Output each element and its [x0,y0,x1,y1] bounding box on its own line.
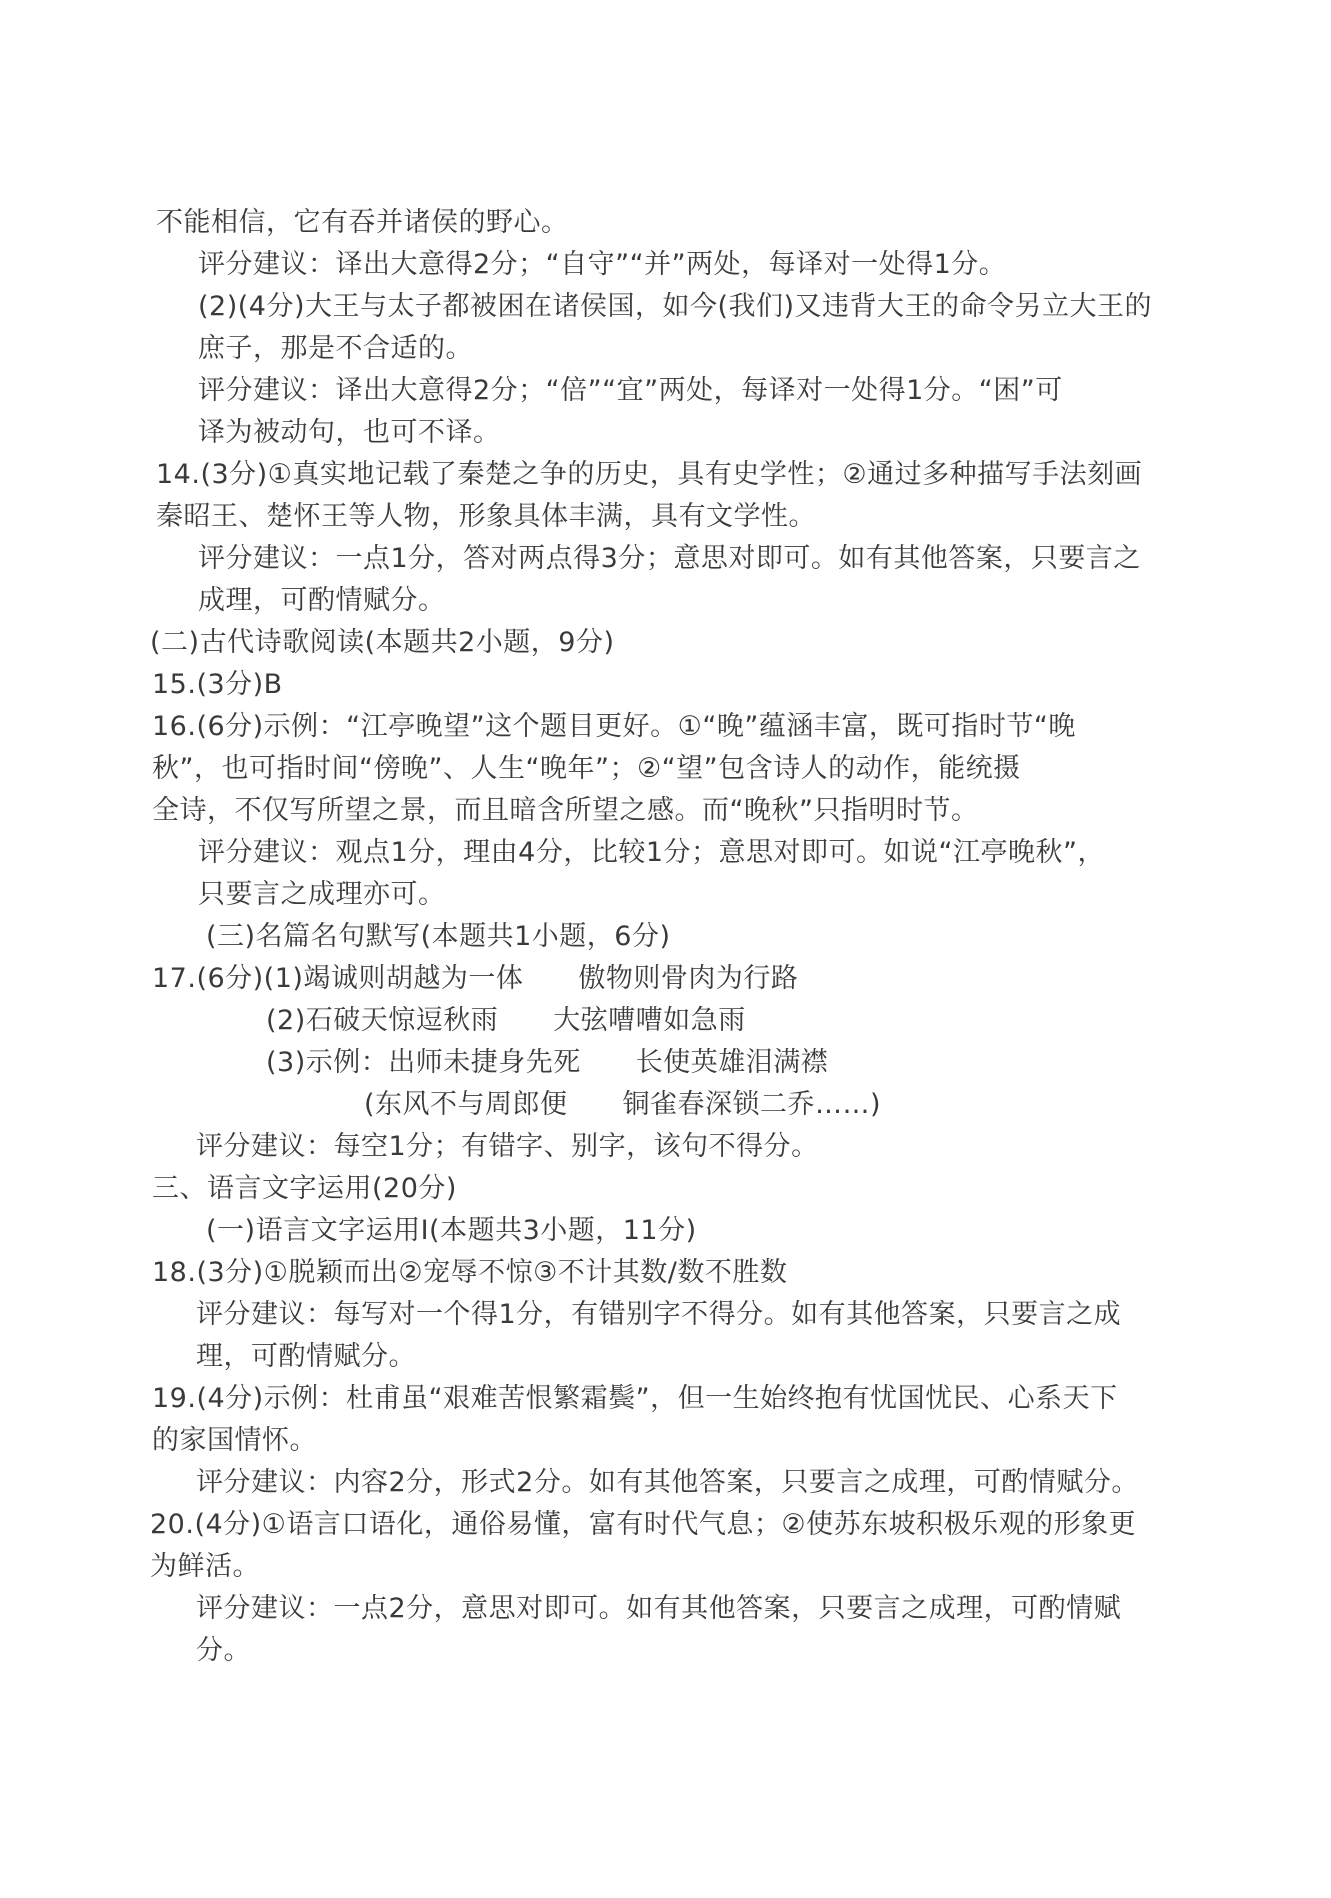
text-line: (2)(4分)大王与太子都被困在诸侯国，如今(我们)又违背大王的命令另立大王的 [198,291,1153,322]
text-line: (东风不与周郎便 铜雀春深锁二乔……) [364,1089,882,1120]
text-line: 评分建议：译出大意得2分；“倍”“宜”两处，每译对一处得1分。“困”可 [198,375,1063,406]
text-line: 评分建议：观点1分，理由4分，比较1分；意思对即可。如说“江亭晚秋”， [198,837,1106,868]
text-line: 成理，可酌情赋分。 [198,585,446,616]
text-line: 评分建议：译出大意得2分；“自守”“并”两处，每译对一处得1分。 [198,249,1007,280]
text-line: 16.(6分)示例：“江亭晚望”这个题目更好。①“晚”蕴涵丰富，既可指时节“晚 [152,711,1076,742]
text-line: 理，可酌情赋分。 [196,1341,416,1372]
text-line: 为鲜活。 [150,1551,260,1582]
text-line: 的家国情怀。 [152,1425,317,1456]
section-heading: (一)语言文字运用Ⅰ(本题共3小题，11分) [206,1215,697,1246]
text-line: 全诗，不仅写所望之景，而且暗含所望之感。而“晚秋”只指明时节。 [152,795,979,826]
text-line: 秦昭王、楚怀王等人物，形象具体丰满，具有文学性。 [156,501,816,532]
text-line: 庶子，那是不合适的。 [198,333,473,364]
text-line: 评分建议：每空1分；有错字、别字，该句不得分。 [196,1131,819,1162]
text-line: 分。 [196,1635,251,1666]
text-line: 18.(3分)①脱颖而出②宠辱不惊③不计其数/数不胜数 [152,1257,788,1288]
text-line: 评分建议：每写对一个得1分，有错别字不得分。如有其他答案，只要言之成 [196,1299,1122,1330]
text-line: (2)石破天惊逗秋雨 大弦嘈嘈如急雨 [266,1005,746,1036]
section-heading: (二)古代诗歌阅读(本题共2小题，9分) [150,627,615,658]
section-heading: (三)名篇名句默写(本题共1小题，6分) [206,921,671,952]
text-line: (3)示例：出师未捷身先死 长使英雄泪满襟 [266,1047,829,1078]
text-line: 译为被动句，也可不译。 [198,417,501,448]
text-line: 秋”，也可指时间“傍晚”、人生“晚年”；②“望”包含诗人的动作，能统摄 [152,753,1021,784]
text-line: 19.(4分)示例：杜甫虽“艰难苦恨繁霜鬓”，但一生始终抱有忧国忧民、心系天下 [152,1383,1118,1414]
text-line: 不能相信，它有吞并诸侯的野心。 [156,207,569,238]
text-line: 评分建议：一点1分，答对两点得3分；意思对即可。如有其他答案，只要言之 [198,543,1141,574]
text-line: 评分建议：内容2分，形式2分。如有其他答案，只要言之成理，可酌情赋分。 [196,1467,1139,1498]
text-line: 17.(6分)(1)竭诚则胡越为一体 傲物则骨肉为行路 [152,963,799,994]
text-line: 15.(3分)B [152,669,283,700]
text-line: 只要言之成理亦可。 [198,879,446,910]
text-line: 14.(3分)①真实地记载了秦楚之争的历史，具有史学性；②通过多种描写手法刻画 [156,459,1143,490]
section-heading: 三、语言文字运用(20分) [152,1173,457,1204]
text-line: 20.(4分)①语言口语化，通俗易懂，富有时代气息；②使苏东坡积极乐观的形象更 [150,1509,1137,1540]
text-line: 评分建议：一点2分，意思对即可。如有其他答案，只要言之成理，可酌情赋 [196,1593,1122,1624]
